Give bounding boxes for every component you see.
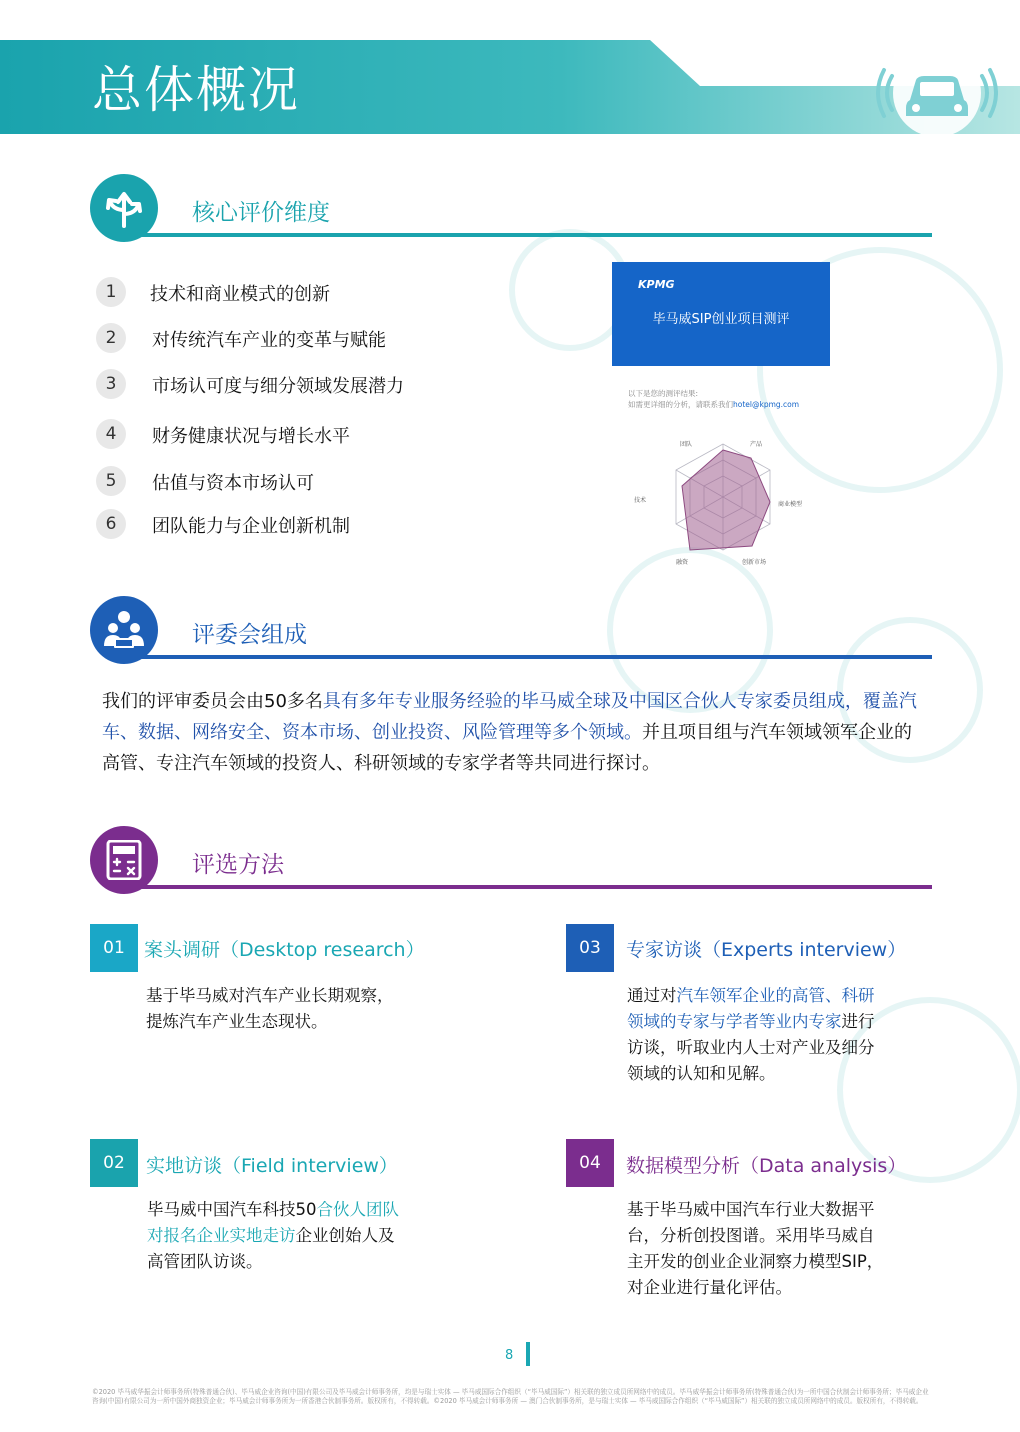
radar-label: 创新市场 bbox=[742, 559, 767, 566]
section-criteria-header bbox=[90, 174, 932, 246]
method-highlight: 领域的专家与学者等业内专家 bbox=[627, 1012, 842, 1031]
item-number: 5 bbox=[96, 466, 126, 496]
item-text: 团队能力与企业创新机制 bbox=[152, 516, 350, 537]
calculator-icon bbox=[90, 826, 158, 894]
method-title-02: 实地访谈（Field interview） bbox=[146, 1155, 398, 1177]
method-line: 主开发的创业企业洞察力模型SIP， bbox=[627, 1252, 884, 1271]
item-number: 2 bbox=[96, 323, 126, 353]
connected-car-icon bbox=[876, 50, 998, 136]
item-text: 对传统汽车产业的变革与赋能 bbox=[152, 330, 386, 351]
method-title-04: 数据模型分析（Data analysis） bbox=[626, 1155, 907, 1177]
method-highlight: 对报名企业实地走访 bbox=[147, 1226, 296, 1245]
section-title: 核心评价维度 bbox=[192, 200, 330, 226]
radar-label: 技术 bbox=[634, 497, 647, 504]
radar-label: 融资 bbox=[676, 559, 689, 566]
method-line: 提炼汽车产业生态现状。 bbox=[146, 1012, 328, 1031]
jury-text-highlight: 具有多年专业服务经验的毕马威全球及中国区合伙人专家委员组成，覆盖汽车、数据、网络安全、资本市场、创业投资、风险管理等多个领域。 bbox=[102, 691, 917, 743]
section-rule bbox=[140, 885, 932, 889]
section-title: 评选方法 bbox=[192, 852, 284, 878]
report-title: 毕马威SIP创业项目测评 bbox=[652, 312, 790, 327]
radar-label: 产品 bbox=[750, 441, 763, 448]
method-line: 台，分析创投图谱。采用毕马威自 bbox=[627, 1226, 875, 1245]
report-note-line1: 以下是您的测评结果: bbox=[628, 389, 699, 398]
method-line: 高管团队访谈。 bbox=[147, 1252, 263, 1271]
item-number: 6 bbox=[96, 509, 126, 539]
section-rule bbox=[140, 233, 932, 237]
method-text: 进行 bbox=[841, 1012, 875, 1031]
method-body-01 bbox=[146, 983, 394, 1035]
method-tag-03: 03 bbox=[566, 924, 614, 972]
section-jury-header bbox=[90, 596, 932, 668]
people-group-icon bbox=[90, 596, 158, 664]
report-note-line2: 如需更详细的分析，请联系我们 bbox=[628, 400, 733, 409]
section-rule bbox=[140, 655, 932, 659]
item-text: 财务健康状况与增长水平 bbox=[152, 426, 350, 447]
item-number: 1 bbox=[96, 277, 126, 307]
radar-label: 商业模型 bbox=[778, 501, 803, 508]
method-line: 领域的认知和见解。 bbox=[627, 1064, 776, 1083]
method-highlight: 合伙人团队 bbox=[316, 1200, 399, 1219]
jury-text-part1: 我们的评审委员会由50多名 bbox=[102, 691, 323, 712]
method-text: 毕马威中国汽车科技50 bbox=[147, 1200, 317, 1219]
report-note bbox=[628, 388, 799, 410]
page-number-bar bbox=[526, 1342, 530, 1366]
method-tag-02: 02 bbox=[90, 1139, 138, 1187]
method-body-04 bbox=[627, 1197, 883, 1301]
page-title: 总体概况 bbox=[92, 61, 300, 119]
page-number: 8 bbox=[505, 1348, 514, 1363]
method-line: 基于毕马威对汽车产业长期观察， bbox=[146, 986, 394, 1005]
direction-arrows-icon bbox=[90, 174, 158, 242]
report-preview-header bbox=[612, 262, 830, 366]
item-text: 估值与资本市场认可 bbox=[152, 473, 314, 494]
legal-notice: ©2020 毕马威华振会计师事务所(特殊普通合伙)、毕马威企业咨询(中国)有限公司及毕马威会计师事务所，均是与瑞士实体 — 毕马威国际合作组织（“毕马威国际”）相关联的独立成员所网络中的成员。毕马威华振会计师事务所(特殊普通合伙)为一所中国合伙制会计师事务所；毕马威企业咨询(中国)有限公司为一所中国外商独资企业；毕马威会计师事务所为一所香港合伙制事务所。版权所有，不得转载。©2020 毕马威会计师事务所 — 澳门合伙制事务所，是与瑞士实体 — 毕马威国际合作组织（“毕马威国际”）相关联的独立成员所网络中的成员。版权所有，不得转载。 bbox=[92, 1388, 929, 1405]
radar-chart bbox=[618, 432, 828, 572]
method-line: 访谈，听取业内人士对产业及细分 bbox=[627, 1038, 875, 1057]
radar-label: 团队 bbox=[680, 441, 693, 448]
item-text: 技术和商业模式的创新 bbox=[150, 284, 330, 305]
method-title-03: 专家访谈（Experts interview） bbox=[626, 939, 907, 961]
kpmg-logo: KPMG bbox=[638, 278, 675, 291]
method-tag-01: 01 bbox=[90, 924, 138, 972]
item-text: 市场认可度与细分领域发展潜力 bbox=[152, 376, 404, 397]
jury-text-part2: 并且项目组与汽车领域领军企业的高管、专注汽车领域的投资人、科研领域的专家学者等共同进行探讨。 bbox=[102, 722, 912, 774]
jury-description bbox=[102, 686, 922, 779]
method-tag-04: 04 bbox=[566, 1139, 614, 1187]
method-line: 基于毕马威中国汽车行业大数据平 bbox=[627, 1200, 875, 1219]
report-email: hotel@kpmg.com bbox=[733, 400, 800, 409]
method-text: 通过对 bbox=[627, 986, 677, 1005]
method-body-02 bbox=[147, 1197, 399, 1275]
item-number: 3 bbox=[96, 369, 126, 399]
method-line: 对企业进行量化评估。 bbox=[627, 1278, 792, 1297]
section-method-header bbox=[90, 826, 932, 898]
method-title-01: 案头调研（Desktop research） bbox=[144, 939, 425, 961]
method-text: 企业创始人及 bbox=[295, 1226, 395, 1245]
section-title: 评委会组成 bbox=[192, 622, 307, 648]
method-body-03 bbox=[627, 983, 875, 1087]
method-highlight: 汽车领军企业的高管、科研 bbox=[676, 986, 875, 1005]
item-number: 4 bbox=[96, 419, 126, 449]
